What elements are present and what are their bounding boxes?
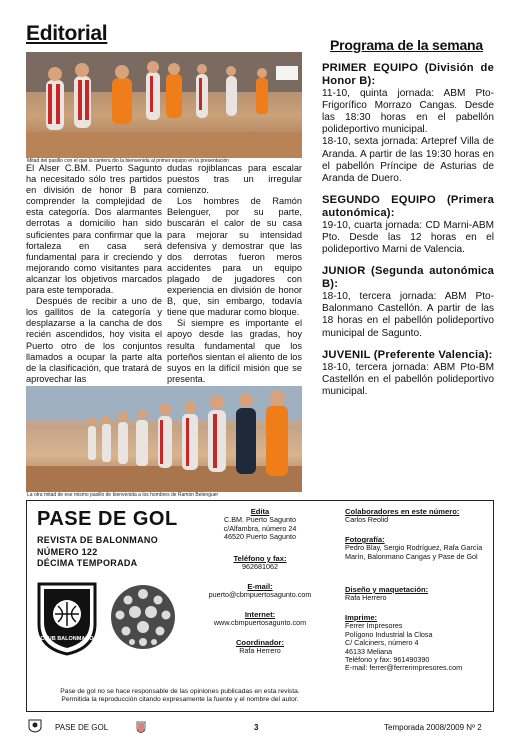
imprime-block bbox=[345, 614, 491, 673]
players-line-illustration bbox=[26, 386, 302, 492]
coordinator-label: Coordinador: bbox=[235, 638, 285, 647]
programa-title: Programa de la semana bbox=[330, 37, 483, 53]
magazine-subtitle bbox=[37, 535, 158, 570]
internet-label: Internet: bbox=[244, 610, 276, 619]
email-block bbox=[186, 583, 334, 600]
editorial-title: Editorial bbox=[26, 22, 108, 45]
team-photo-2 bbox=[26, 386, 302, 492]
editorial-paragraph: Si siempre es importante el apoyo desde las gradas, hoy resulta fundamental que los porteños sientan el aliento de los suyos en la difícil misión que se presenta. bbox=[167, 318, 302, 384]
disclaimer-line: Permitida la reproducción citando expresamente la fuente y el nombre del autor. bbox=[61, 696, 299, 703]
section-heading: SEGUNDO EQUIPO (Primera autonómica): bbox=[322, 194, 494, 220]
diseno-label: Diseño y maquetación: bbox=[345, 585, 429, 594]
photo1-caption: Mitad del pasillo con el que la cantera dio la bienvenida al primer equipo en la presentación bbox=[27, 158, 230, 164]
team-photo-1 bbox=[26, 52, 302, 158]
imprime-line[interactable]: E-mail: ferrer@ferrerimpresores.com bbox=[345, 663, 463, 673]
email-label: E-mail: bbox=[247, 582, 273, 591]
footer-logo-icon bbox=[28, 719, 42, 733]
edita-block bbox=[186, 508, 334, 542]
coordinator-value: Rafa Herrero bbox=[239, 646, 281, 656]
logo-text: CLUB BALONMANO bbox=[40, 636, 94, 642]
page-number: 3 bbox=[254, 723, 259, 732]
edita-label: Edita bbox=[250, 507, 270, 516]
imprime-line: C/ Calciners, número 4 bbox=[345, 638, 419, 648]
phone-label: Teléfono y fax: bbox=[233, 554, 287, 563]
imprime-line: Polígono Industrial la Closa bbox=[345, 629, 433, 639]
imprime-line: Ferrer Impresores bbox=[345, 621, 403, 631]
imprime-line: 46133 Meliana bbox=[345, 646, 393, 656]
subtitle-line: NÚMERO 122 bbox=[37, 546, 98, 557]
diseno-value: Rafa Herrero bbox=[345, 593, 387, 603]
footer-crest-icon bbox=[136, 720, 146, 732]
edita-line: 46520 Puerto Sagunto bbox=[224, 532, 296, 542]
match-item: 18-10, tercera jornada: ABM Pto-Balonmano Castellón. A partir de las 18 horas en el pabellón polideportivo municipal de Sagunto. bbox=[322, 291, 494, 339]
footer-season: Temporada 2008/2009 Nº 2 bbox=[384, 723, 482, 732]
editorial-paragraph: dudas rojiblancas para escalar puestos tras un irregular comienzo. bbox=[167, 163, 302, 196]
section-heading: JUNIOR (Segunda autonómica B): bbox=[322, 265, 494, 291]
programa-section-primer bbox=[322, 62, 494, 185]
phone-value: 962681062 bbox=[242, 562, 278, 572]
disclaimer-line: Pase de gol no se hace responsable de las opiniones publicadas en esta revista. bbox=[60, 688, 300, 695]
imprime-label: Imprime: bbox=[345, 613, 378, 622]
programa-list bbox=[322, 62, 494, 407]
colaboradores-label: Colaboradores en este número: bbox=[345, 507, 460, 516]
fotografia-label: Fotografía: bbox=[345, 535, 385, 544]
programa-section-juvenil bbox=[322, 349, 494, 398]
diseno-block bbox=[345, 586, 491, 603]
ball-graphic bbox=[108, 582, 178, 652]
section-heading: JUVENIL (Preferente Valencia): bbox=[322, 348, 493, 361]
website-link[interactable]: www.cbmpuertosagunto.com bbox=[213, 618, 307, 628]
editorial-paragraph: Después de recibir a uno de los gallitos de la categoría y desplazarse a la cancha de dos recién ascendidos, hoy visita el Puerto otro de los conjuntos llamados a ocupar la parte alta de la clasificación, que tratará de aprovechar las bbox=[26, 296, 162, 384]
club-logo bbox=[34, 580, 100, 656]
internet-block bbox=[186, 611, 334, 628]
email-link[interactable]: puerto@cbmpuertosagunto.com bbox=[208, 590, 312, 600]
magazine-title: PASE DE GOL bbox=[37, 508, 178, 530]
match-item: 18-10, tercera jornada: ABM Pto-BM Castellón en el pabellón polideportivo municipal. bbox=[322, 361, 494, 398]
coordinator-block bbox=[186, 639, 334, 656]
edita-line: C.BM. Puerto Sagunto bbox=[224, 515, 296, 525]
subtitle-line: DÉCIMA TEMPORADA bbox=[37, 558, 138, 568]
footer-magazine: PASE DE GOL bbox=[55, 723, 109, 732]
editorial-column-2 bbox=[167, 163, 302, 385]
editorial-paragraph: Los hombres de Ramón Belenguer, por su parte, buscarán el calor de su casa para mejorar su intensidad defensiva y demostrar que las dos derrotas fueron meros accidentes para un equipo plagado de jugadores con experiencia en división de honor B, que, sin embargo, todavía tiene que madurar como bloque. bbox=[167, 196, 302, 318]
photo2-caption: La otra mitad de ese mismo pasillo de bienvenida a los hombres de Ramón Belenguer bbox=[27, 492, 219, 498]
colaboradores-value: Carlos Reolid bbox=[345, 515, 389, 525]
subtitle-line: REVISTA DE BALONMANO bbox=[37, 535, 159, 545]
edita-line: c/Alfambra, número 24 bbox=[223, 523, 297, 533]
match-item: 11-10, quinta jornada: ABM Pto- Frigorífico Morrazo Cangas. Desde las 18:30 horas en el pabellón polideportivo municipal. bbox=[322, 87, 494, 136]
programa-section-segundo bbox=[322, 194, 494, 256]
fotografia-value: Pedro Blay, Sergio Rodríguez, Rafa García Marín, Balonmano Cangas y Pase de Gol bbox=[345, 543, 483, 561]
match-item: 18-10, sexta jornada: Artepref Villa de Aranda. A partir de las 19:30 horas en el pabellón Príncipe de Asturias de Aranda de Duero. bbox=[322, 136, 494, 185]
editorial-paragraph: El Alser C.BM. Puerto Sagunto ha necesitado sólo tres partidos en división de honor B para comprender la complejidad de esta categoría. Dos alarmantes derrotas a domicilio han sido suficientes para confirmar que la fortaleza en casa será fundamental para ir creciendo y mejorando como visitantes para alcanzar los objetivos marcados para este temporada. bbox=[26, 163, 162, 296]
fotografia-block bbox=[345, 536, 491, 561]
phone-block bbox=[186, 555, 334, 572]
imprime-line: Teléfono y fax: 961490390 bbox=[345, 655, 430, 665]
colaboradores-block bbox=[345, 508, 491, 525]
section-heading: PRIMER EQUIPO (División de Honor B): bbox=[322, 62, 494, 87]
disclaimer bbox=[30, 688, 330, 704]
match-item: 19-10, cuarta jornada: CD Marni-ABM Pto. Desde las 12 horas en el polideportivo Marni de Valencia. bbox=[322, 219, 494, 256]
players-illustration bbox=[26, 52, 302, 158]
editorial-column-1 bbox=[26, 163, 162, 385]
programa-section-junior bbox=[322, 265, 494, 339]
